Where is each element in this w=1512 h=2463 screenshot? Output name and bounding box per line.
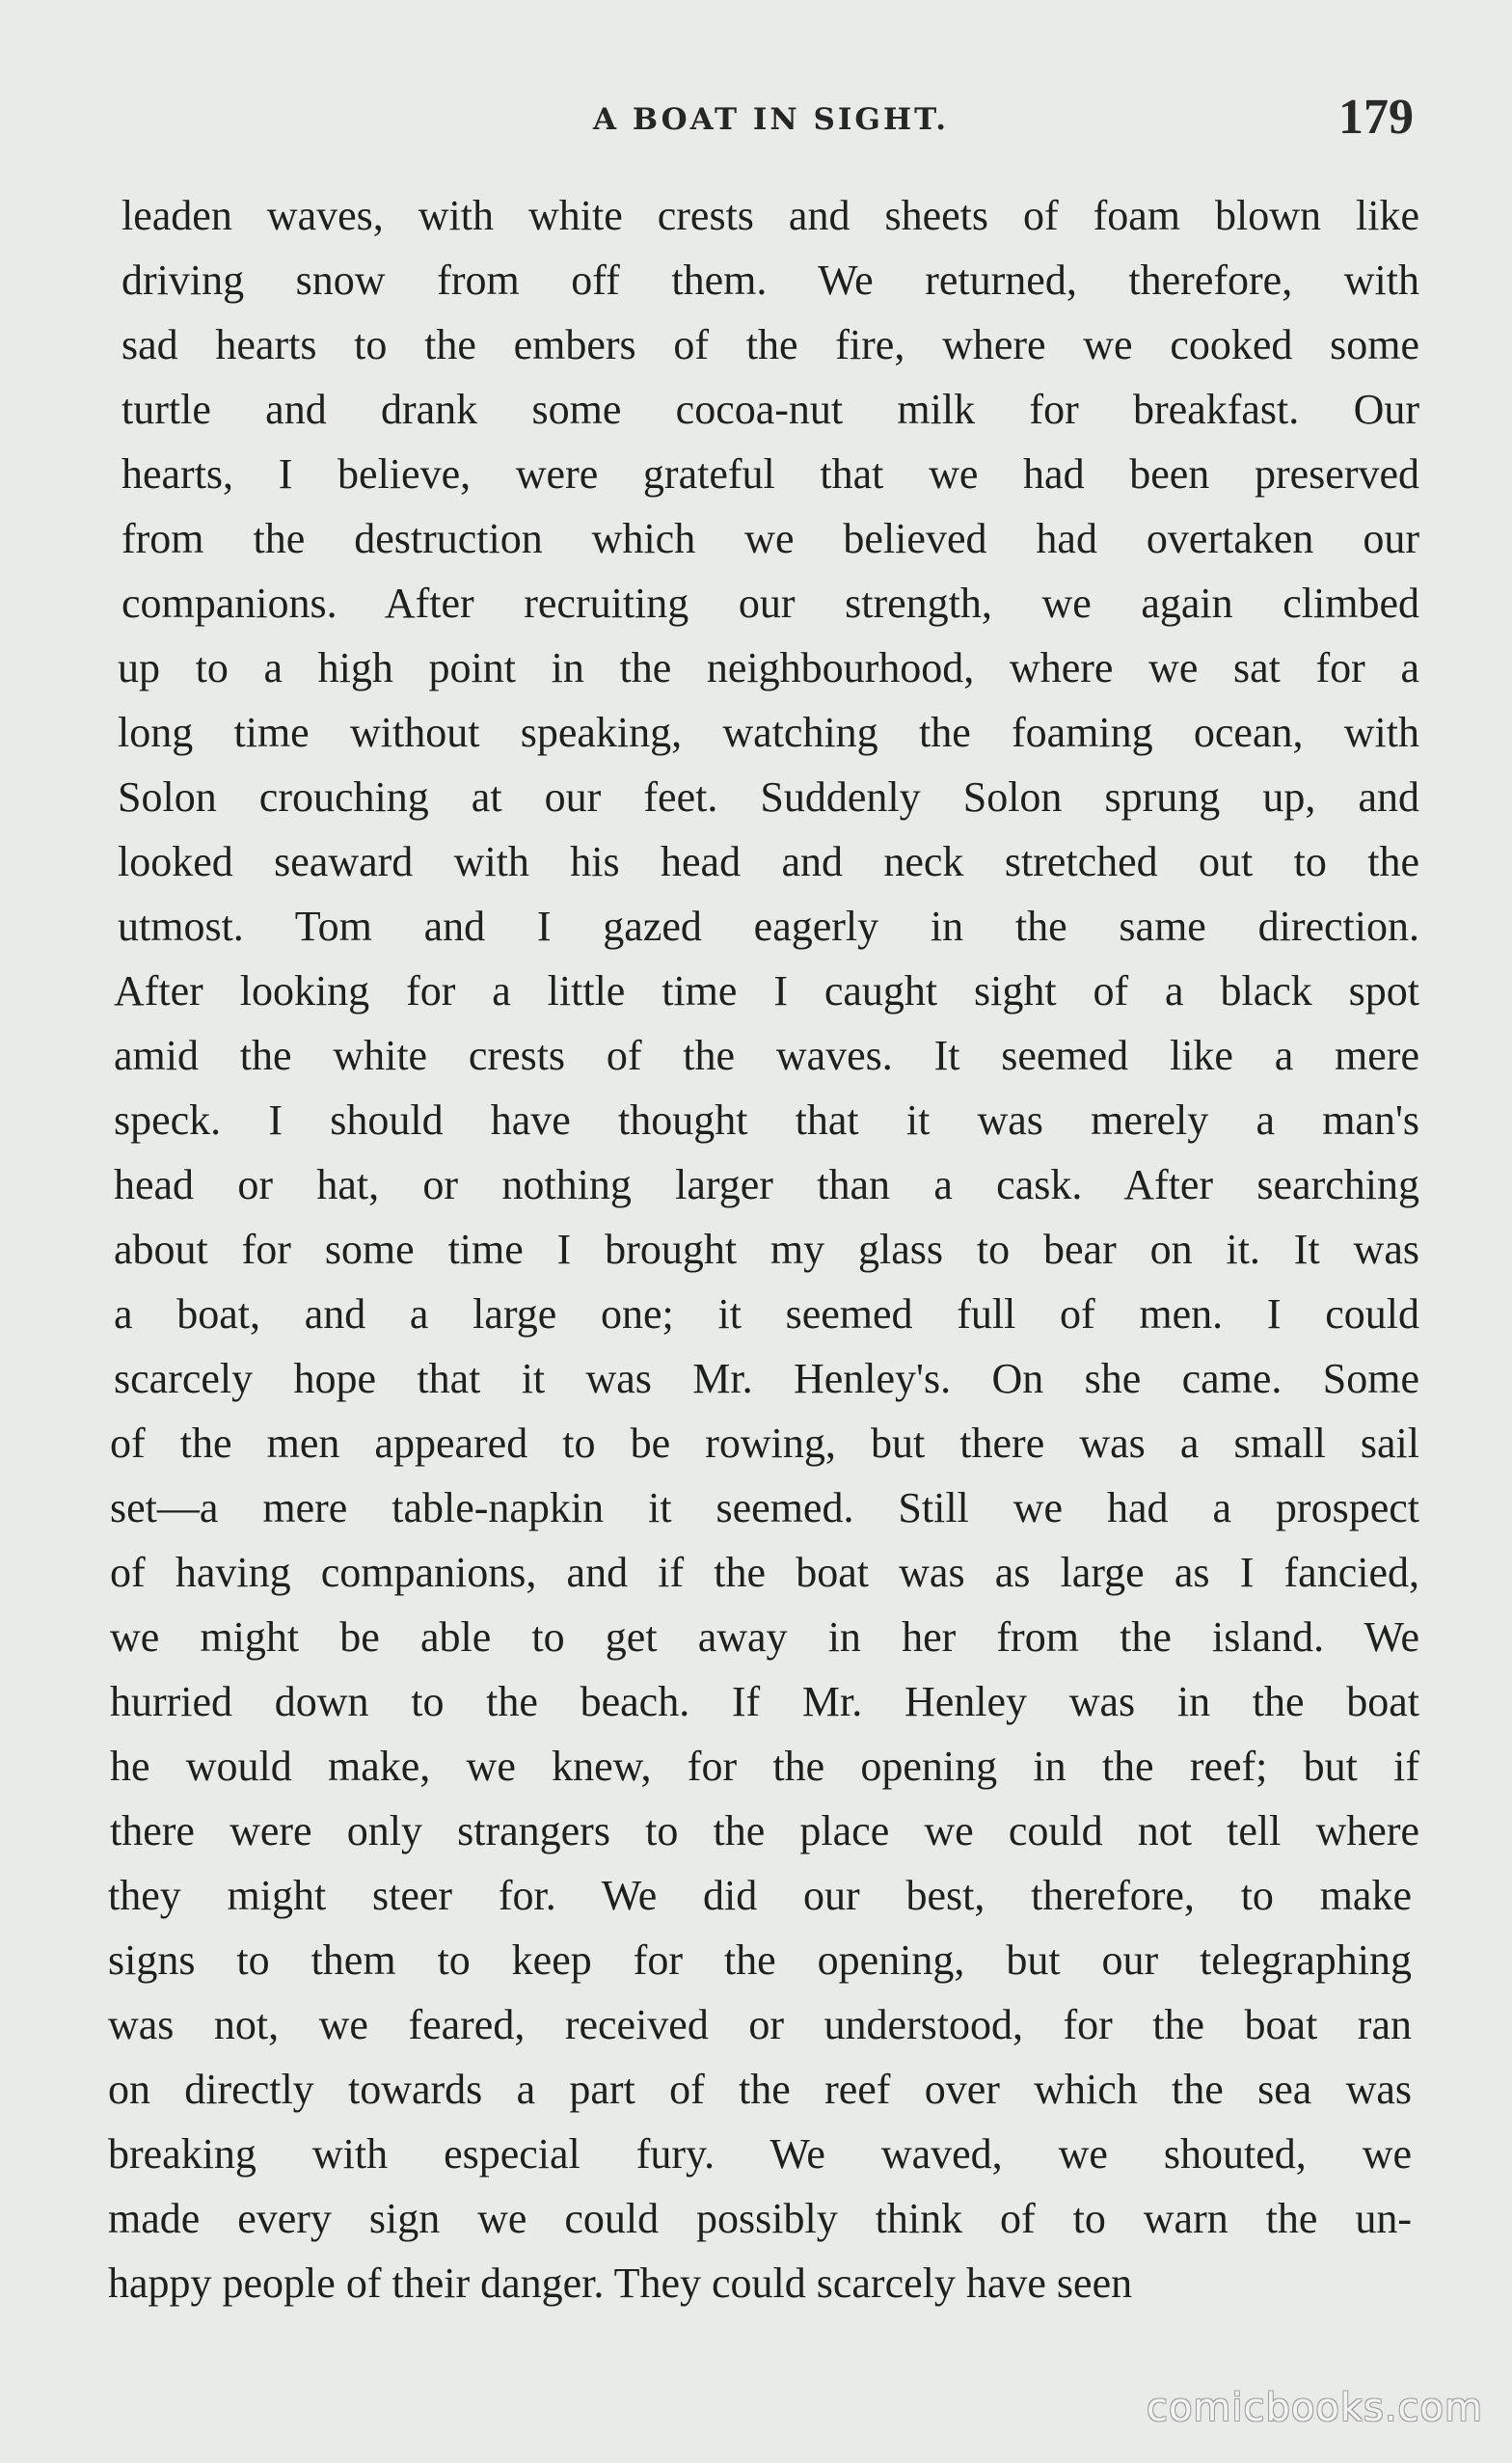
text-line: hearts, I believe, were grateful that we had been preserved bbox=[122, 450, 1419, 498]
text-line: a boat, and a large one; it seemed full of men. I could bbox=[114, 1290, 1419, 1338]
text-line: After looking for a little time I caught sight of a black spot bbox=[114, 967, 1419, 1015]
text-line: amid the white crests of the waves. It seemed like a mere bbox=[114, 1032, 1419, 1079]
text-line: long time without speaking, watching the foaming ocean, with bbox=[118, 709, 1419, 756]
text-line: was not, we feared, received or understood, for the boat ran bbox=[108, 2001, 1412, 2048]
running-title: A BOAT IN SIGHT. bbox=[593, 102, 949, 137]
text-line: scarcely hope that it was Mr. Henley's. On she came. Some bbox=[114, 1355, 1419, 1402]
text-line: there were only strangers to the place we could not tell where bbox=[110, 1807, 1419, 1854]
text-line: Solon crouching at our feet. Suddenly Solon sprung up, and bbox=[118, 773, 1419, 821]
text-line: speck. I should have thought that it was merely a man's bbox=[114, 1096, 1419, 1144]
text-line: happy people of their danger. They could scarcely have seen bbox=[108, 2260, 1133, 2307]
text-line: leaden waves, with white crests and sheets of foam blown like bbox=[122, 192, 1419, 239]
text-line: breaking with especial fury. We waved, we shouted, we bbox=[108, 2130, 1412, 2178]
text-line: about for some time I brought my glass to bear on it. It was bbox=[114, 1226, 1419, 1273]
running-head bbox=[0, 89, 1512, 156]
text-line: set—a mere table-napkin it seemed. Still we had a prospect bbox=[110, 1484, 1419, 1531]
body-text bbox=[108, 183, 1419, 2315]
text-line: hurried down to the beach. If Mr. Henley was in the boat bbox=[110, 1678, 1419, 1725]
text-line: driving snow from off them. We returned, therefore, with bbox=[122, 257, 1419, 304]
text-line: turtle and drank some cocoa-nut milk for breakfast. Our bbox=[122, 386, 1419, 433]
text-line: on directly towards a part of the reef over which the sea was bbox=[108, 2066, 1412, 2113]
text-line: he would make, we knew, for the opening in the reef; but if bbox=[110, 1743, 1419, 1790]
text-line: head or hat, or nothing larger than a cask. After searching bbox=[114, 1161, 1419, 1208]
text-line: of the men appeared to be rowing, but there was a small sail bbox=[110, 1420, 1419, 1467]
text-line: up to a high point in the neighbourhood, where we sat for a bbox=[118, 644, 1419, 691]
text-line: signs to them to keep for the opening, but our telegraphing bbox=[108, 1936, 1412, 1984]
text-line: made every sign we could possibly think of to warn the un- bbox=[108, 2195, 1412, 2242]
page-number: 179 bbox=[1338, 90, 1414, 145]
text-line: sad hearts to the embers of the fire, where we cooked some bbox=[122, 321, 1419, 368]
text-line: they might steer for. We did our best, therefore, to make bbox=[108, 1872, 1412, 1919]
text-line: companions. After recruiting our strength, we again climbed bbox=[122, 580, 1419, 627]
text-line: of having companions, and if the boat was as large as I fancied, bbox=[110, 1549, 1419, 1596]
watermark-logo: comicbooks.com bbox=[1146, 2386, 1483, 2430]
text-line: utmost. Tom and I gazed eagerly in the same direction. bbox=[118, 903, 1419, 950]
text-line: we might be able to get away in her from the island. We bbox=[110, 1613, 1419, 1661]
text-line: looked seaward with his head and neck stretched out to the bbox=[118, 838, 1419, 885]
text-line: from the destruction which we believed had overtaken our bbox=[122, 515, 1419, 562]
